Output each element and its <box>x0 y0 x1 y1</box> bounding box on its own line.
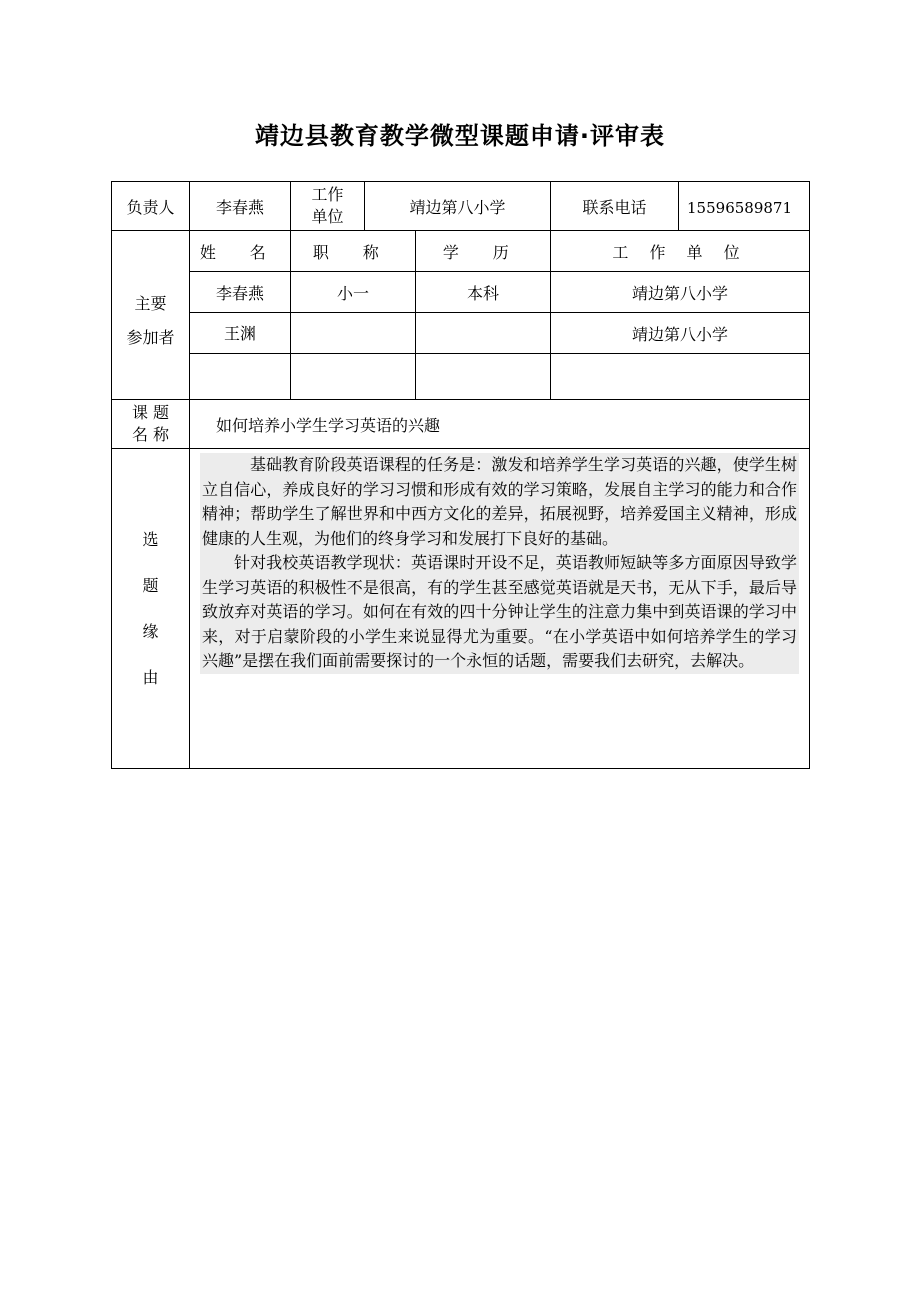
reason-label-char: 缘 <box>142 622 159 641</box>
table-row <box>112 354 810 400</box>
reason-label-char: 题 <box>142 576 159 595</box>
participant-education <box>416 313 551 354</box>
participant-name: 王渊 <box>190 313 291 354</box>
reason-row <box>112 449 810 769</box>
unit-label <box>291 182 365 231</box>
application-form-table <box>111 181 810 769</box>
column-header-education: 学 历 <box>416 231 551 272</box>
reason-paragraph: 基础教育阶段英语课程的任务是：激发和培养学生学习英语的兴趣，使学生树立自信心，养成良好的学习习惯和形成有效的学习策略，发展自主学习的能力和合作精神；帮助学生了解世界和中西方文化的差异，拓展视野，培养爱国主义精神，形成健康的人生观，为他们的终身学习和发展打下良好的基础。 <box>202 455 798 548</box>
unit-label-line1: 工作 <box>311 185 344 204</box>
participant-name <box>190 354 291 400</box>
participant-workplace: 靖边第八小学 <box>551 313 810 354</box>
column-header-name: 姓 名 <box>190 231 291 272</box>
topic-label-line1: 课 题 <box>131 403 170 422</box>
reason-label-char: 由 <box>142 668 159 687</box>
header-row <box>112 182 810 231</box>
document-title: 靖边县教育教学微型课题申请·评审表 <box>254 122 666 150</box>
phone-label: 联系电话 <box>551 182 679 231</box>
unit-value: 靖边第八小学 <box>365 182 551 231</box>
leader-value: 李春燕 <box>190 182 291 231</box>
topic-row <box>112 400 810 449</box>
participant-name: 李春燕 <box>190 272 291 313</box>
participant-education <box>416 354 551 400</box>
participant-title <box>291 354 416 400</box>
participants-section-label <box>112 231 190 400</box>
participant-workplace: 靖边第八小学 <box>551 272 810 313</box>
participants-label-line2: 参加者 <box>126 328 175 347</box>
reason-paragraph: 针对我校英语教学现状：英语课时开设不足，英语教师短缺等多方面原因导致学生学习英语的积极性不是很高，有的学生甚至感觉英语就是天书，无从下手，最后导致放弃对英语的学习。如何在有效的四十分钟让学生的注意力集中到英语课的学习中来，对于启蒙阶段的小学生来说显得尤为重要。“在小学英语中如何培养学生的学习兴趣”是摆在我们面前需要探讨的一个永恒的话题，需要我们去研究，去解决。 <box>202 553 798 670</box>
reason-content <box>190 449 810 769</box>
reason-label <box>112 449 190 769</box>
participants-header-row <box>112 231 810 272</box>
unit-label-line2: 单位 <box>311 207 344 226</box>
phone-value: 15596589871 <box>679 182 810 231</box>
leader-label: 负责人 <box>112 182 190 231</box>
participant-title <box>291 313 416 354</box>
table-row <box>112 313 810 354</box>
participant-workplace <box>551 354 810 400</box>
participants-label-line1: 主要 <box>134 294 167 313</box>
topic-label <box>112 400 190 449</box>
reason-label-char: 选 <box>142 530 159 549</box>
table-row <box>112 272 810 313</box>
participant-education: 本科 <box>416 272 551 313</box>
column-header-title: 职 称 <box>291 231 416 272</box>
reason-text-block <box>200 453 799 674</box>
topic-label-line2: 名 称 <box>131 425 170 444</box>
participant-title: 小一 <box>291 272 416 313</box>
topic-value: 如何培养小学生学习英语的兴趣 <box>190 400 810 449</box>
column-header-workplace: 工 作 单 位 <box>551 231 810 272</box>
